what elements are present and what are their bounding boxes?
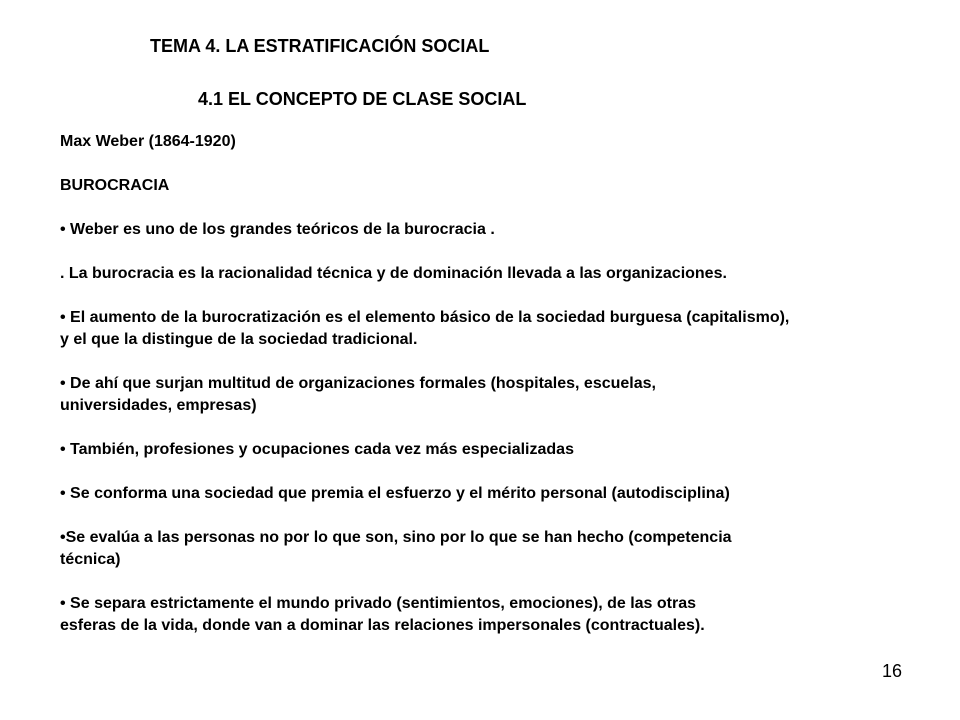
bullet-item	[60, 307, 930, 351]
bullet-line: • Se conforma una sociedad que premia el esfuerzo y el mérito personal (autodisciplina)	[60, 485, 730, 502]
bullet-line: técnica)	[60, 551, 121, 568]
bullet-line: universidades, empresas)	[60, 397, 257, 414]
bullet-line: •Se evalúa a las personas no por lo que son, sino por lo que se han hecho (competencia	[60, 529, 732, 546]
author-line: Max Weber (1864-1920)	[60, 133, 236, 150]
bullet-line: • De ahí que surjan multitud de organizaciones formales (hospitales, escuelas,	[60, 375, 656, 392]
bullet-line: y el que la distingue de la sociedad tradicional.	[60, 331, 418, 348]
bullet-item	[60, 219, 930, 241]
bullet-line: • El aumento de la burocratización es el elemento básico de la sociedad burguesa (capitalismo),	[60, 309, 790, 326]
slide-subtitle: 4.1 EL CONCEPTO DE CLASE SOCIAL	[198, 89, 527, 109]
bullet-line: • Se separa estrictamente el mundo privado (sentimientos, emociones), de las otras	[60, 595, 697, 612]
bullet-item	[60, 593, 930, 637]
bullet-line: . La burocracia es la racionalidad técnica y de dominación llevada a las organizaciones.	[60, 265, 727, 282]
bullet-item	[60, 527, 930, 571]
bullet-line: esferas de la vida, donde van a dominar las relaciones impersonales (contractuales).	[60, 617, 705, 634]
slide-title: TEMA 4. LA ESTRATIFICACIÓN SOCIAL	[150, 36, 490, 56]
bullet-line: • Weber es uno de los grandes teóricos de la burocracia .	[60, 221, 495, 238]
page-number: 16	[882, 661, 903, 681]
bullet-item	[60, 439, 930, 461]
slide-body	[60, 131, 930, 637]
section-heading: BUROCRACIA	[60, 177, 170, 194]
bullet-item	[60, 373, 930, 417]
bullet-list	[60, 219, 930, 637]
bullet-line: • También, profesiones y ocupaciones cada vez más especializadas	[60, 441, 574, 458]
bullet-item	[60, 263, 930, 285]
bullet-item	[60, 483, 930, 505]
